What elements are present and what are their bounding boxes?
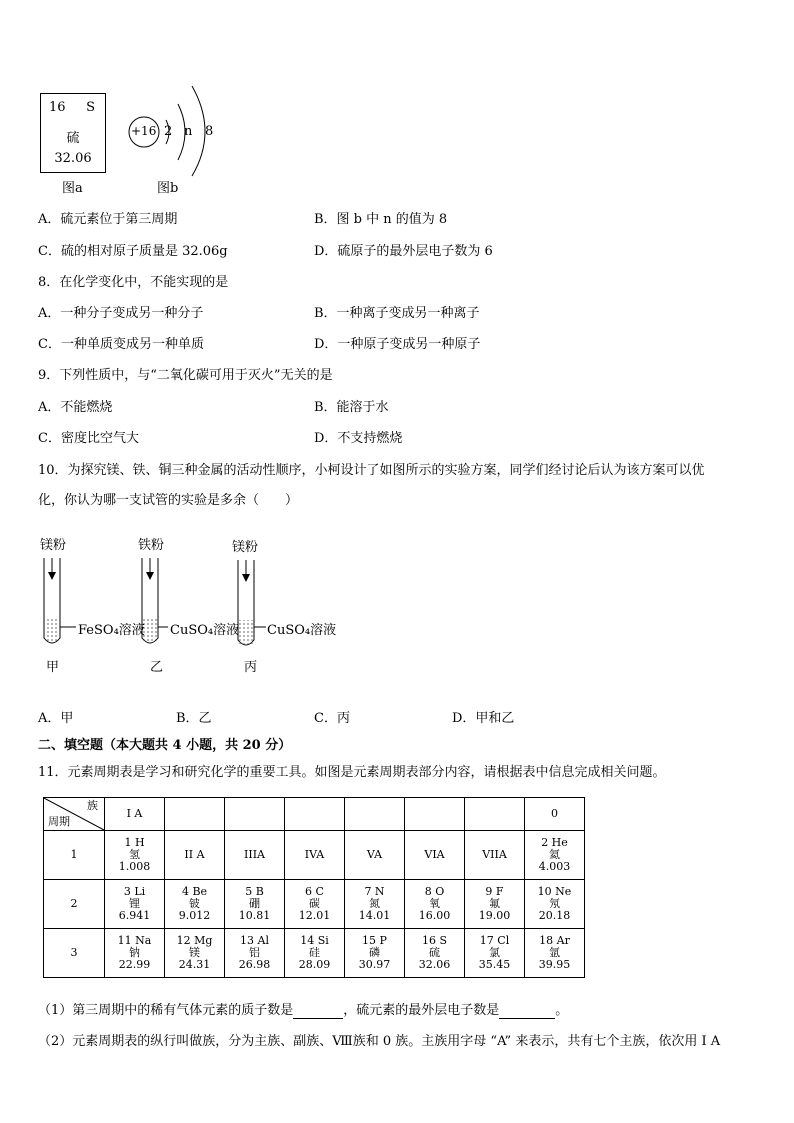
answer-blank-2[interactable]	[499, 1003, 555, 1019]
period-label: 1	[44, 831, 105, 880]
q11-sub1-text-1: （1）第三周期中的稀有气体元素的质子数是	[38, 1003, 294, 1018]
q9-option-a: A．不能燃烧	[38, 400, 113, 415]
group-label-cell: VIA	[405, 831, 465, 880]
q11-sub2: （2）元素周期表的纵行叫做族，分为主族、副族、Ⅷ族和 0 族。主族用字母 “A” 来表示，共有七个主族，依次用 I A	[38, 1034, 721, 1049]
corner-period-label: 周期	[48, 815, 70, 828]
group-label-cell: IIIA	[225, 831, 285, 880]
q10-option-b: B．乙	[176, 711, 212, 726]
tube-1-powder: 镁粉	[40, 538, 67, 553]
element-name: 硫	[66, 131, 80, 146]
element-cell: 4 Be 铍 9.012	[165, 880, 225, 929]
group-header	[345, 798, 405, 831]
tube-3-solution: CuSO₄溶液	[267, 623, 337, 638]
shell-2-electrons: n	[184, 124, 193, 139]
q10-option-a: A．甲	[38, 711, 74, 726]
element-cell: 13 Al 铝 26.98	[225, 929, 285, 978]
answer-blank-1[interactable]	[293, 1003, 343, 1019]
group-header	[405, 798, 465, 831]
section-2-title: 二、填空题（本大题共 4 小题，共 20 分）	[38, 738, 292, 753]
element-cell: 10 Ne 氖 20.18	[525, 880, 585, 929]
q7-option-d: D．硫原子的最外层电子数为 6	[314, 244, 493, 259]
group-header	[285, 798, 345, 831]
q10-stem-line1: 10．为探究镁、铁、铜三种金属的活动性顺序，小柯设计了如图所示的实验方案，同学们经讨论后认为该方案可以优	[38, 463, 705, 478]
q11-sub1-text-2: ，硫元素的最外层电子数是	[343, 1003, 500, 1018]
table-corner-cell	[44, 798, 105, 831]
q7-option-b: B．图 b 中 n 的值为 8	[314, 212, 448, 227]
element-cell: 6 C 碳 12.01	[285, 880, 345, 929]
element-cell: 2 He 氦 4.003	[525, 831, 585, 880]
tube-3-powder: 镁粉	[232, 540, 259, 555]
sulfur-element-box	[40, 93, 106, 173]
table-row	[44, 929, 585, 978]
q8-stem: 8．在化学变化中，不能实现的是	[38, 275, 229, 290]
tube-3-label: 丙	[244, 660, 258, 675]
q7-option-c: C．硫的相对原子质量是 32.06g	[38, 244, 228, 259]
shell-arc-3	[192, 86, 205, 176]
fig-b-caption: 图b	[157, 181, 179, 196]
element-cell: 12 Mg 镁 24.31	[165, 929, 225, 978]
group-label-cell: VA	[345, 831, 405, 880]
element-cell: 8 O 氧 16.00	[405, 880, 465, 929]
period-label: 2	[44, 880, 105, 929]
element-cell: 17 Cl 氯 35.45	[465, 929, 525, 978]
corner-group-label: 族	[87, 799, 98, 812]
test-tube-2	[142, 558, 168, 643]
fig-a-caption: 图a	[62, 181, 83, 196]
q7-option-a: A．硫元素位于第三周期	[38, 212, 178, 227]
element-cell: 14 Si 硅 28.09	[285, 929, 345, 978]
q10-option-d: D．甲和乙	[452, 711, 515, 726]
tube-1-solution: FeSO₄溶液	[78, 623, 145, 638]
element-cell: 1 H 氢 1.008	[105, 831, 165, 880]
q8-option-d: D．一种原子变成另一种原子	[314, 337, 481, 352]
element-cell: 11 Na 钠 22.99	[105, 929, 165, 978]
element-cell: 16 S 硫 32.06	[405, 929, 465, 978]
group-header	[225, 798, 285, 831]
group-header	[165, 798, 225, 831]
group-label-cell: VIIA	[465, 831, 525, 880]
element-cell: 3 Li 锂 6.941	[105, 880, 165, 929]
nucleus-charge: +16	[131, 124, 157, 138]
atomic-number: 16	[49, 100, 66, 115]
group-label-cell: II A	[165, 831, 225, 880]
tube-2-solution: CuSO₄溶液	[170, 623, 240, 638]
group-label-cell: IVA	[285, 831, 345, 880]
tube-2-label: 乙	[150, 660, 164, 675]
q10-stem-line2: 化，你认为哪一支试管的实验是多余（ ）	[38, 493, 299, 508]
q9-stem: 9．下列性质中，与“二氧化碳可用于灭火”无关的是	[38, 368, 333, 383]
q11-sub1-end: 。	[555, 1003, 569, 1018]
q8-option-c: C．一种单质变成另一种单质	[38, 337, 204, 352]
period-label: 3	[44, 929, 105, 978]
q8-option-b: B．一种离子变成另一种离子	[314, 306, 480, 321]
element-cell: 15 P 磷 30.97	[345, 929, 405, 978]
q10-option-c: C．丙	[314, 711, 350, 726]
element-symbol: S	[86, 100, 95, 115]
element-cell: 18 Ar 氩 39.95	[525, 929, 585, 978]
shell-3-electrons: 8	[205, 124, 214, 139]
test-tube-3	[238, 560, 266, 645]
element-cell: 9 F 氟 19.00	[465, 880, 525, 929]
element-cell: 5 B 硼 10.81	[225, 880, 285, 929]
tube-1-label: 甲	[46, 660, 60, 675]
q9-option-b: B．能溶于水	[314, 400, 389, 415]
atomic-mass: 32.06	[54, 151, 92, 166]
q9-option-c: C．密度比空气大	[38, 431, 139, 446]
tube-2-powder: 铁粉	[138, 538, 165, 553]
q11-sub1	[38, 999, 568, 1019]
q8-option-a: A．一种分子变成另一种分子	[38, 306, 204, 321]
group-header: I A	[105, 798, 165, 831]
table-row	[44, 831, 585, 880]
q9-option-d: D．不支持燃烧	[314, 431, 403, 446]
periodic-table	[43, 797, 585, 978]
table-row	[44, 880, 585, 929]
q11-stem: 11．元素周期表是学习和研究化学的重要工具。如图是元素周期表部分内容，请根据表中信息完成相关问题。	[38, 765, 666, 780]
test-tube-1	[44, 558, 76, 643]
group-header: 0	[525, 798, 585, 831]
shell-1-electrons: 2	[164, 124, 173, 139]
element-cell: 7 N 氮 14.01	[345, 880, 405, 929]
group-header	[465, 798, 525, 831]
